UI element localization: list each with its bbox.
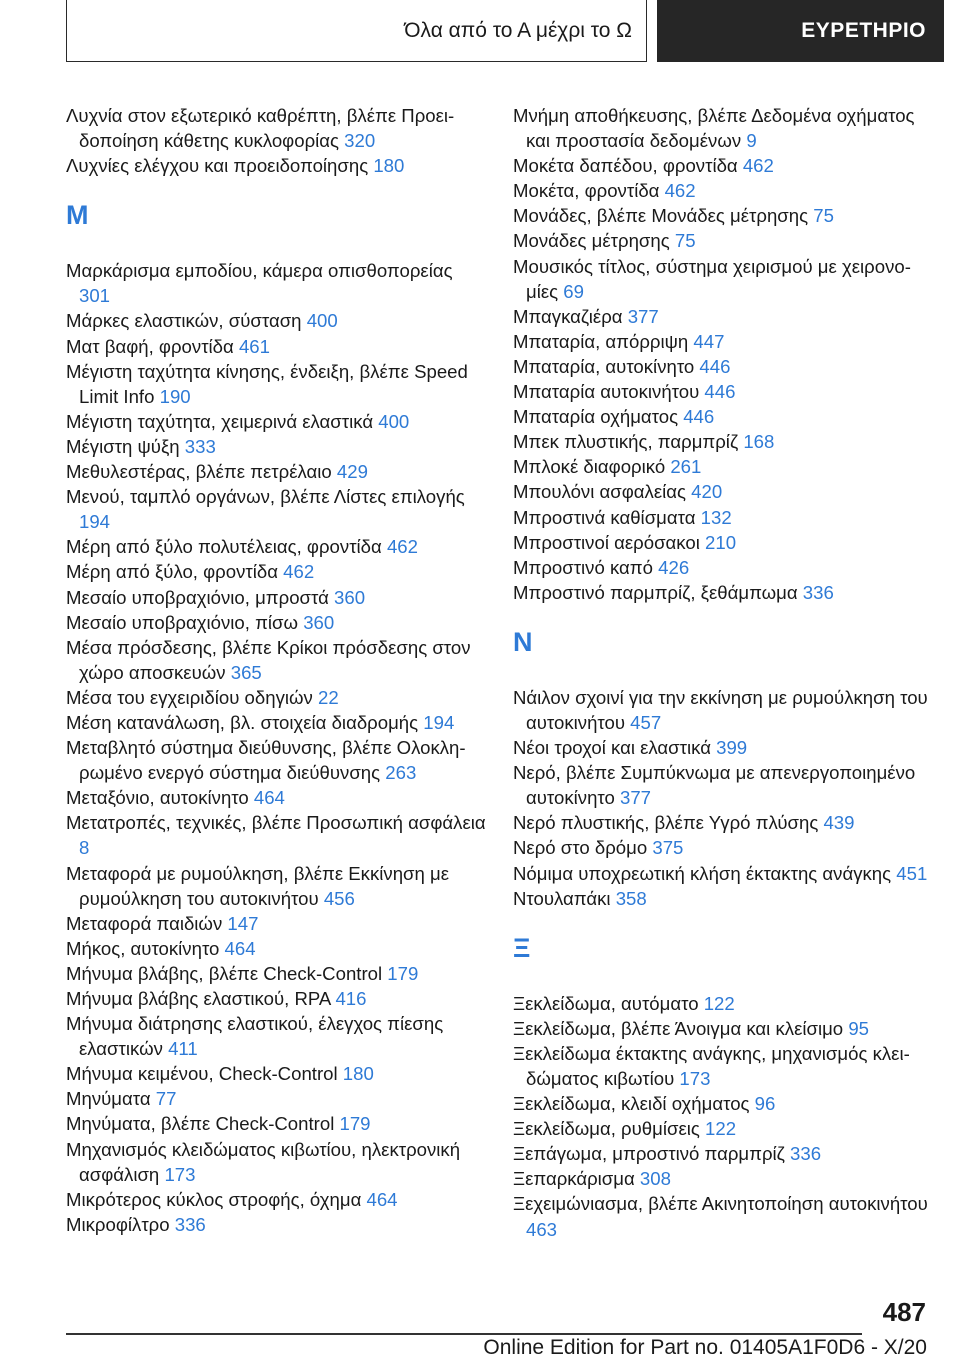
index-entry-text: Ξεκλείδωμα έκτακτης ανάγκης, μηχανισμός κλειδώματος κιβωτίου [513, 1042, 910, 1089]
index-entry [513, 886, 933, 911]
index-entry [66, 785, 486, 810]
index-column-left [66, 103, 486, 1237]
index-entry-text: Μπλοκέ διαφορικό [513, 456, 671, 478]
index-entry-text: Μπεκ πλυστικής, παρμπρίζ [513, 431, 744, 453]
index-entry [513, 1091, 933, 1116]
index-page-link[interactable]: 173 [164, 1163, 196, 1185]
index-entry [513, 735, 933, 760]
index-page-link[interactable]: 456 [323, 887, 355, 909]
index-entry-text: Νερό πλυστικής, βλέπε Υγρό πλύσης [513, 812, 824, 834]
index-page-link[interactable]: 446 [699, 355, 731, 377]
index-entry-text: Μηχανισμός κλειδώματος κιβωτίου, ηλεκτρονική ασφάλιση [66, 1138, 461, 1185]
index-entry-text: Μήνυμα κειμένου, Check-Control [66, 1063, 343, 1085]
index-page-link[interactable]: 426 [658, 556, 690, 578]
index-page-link[interactable]: 420 [691, 481, 723, 503]
index-entry-text: Μεταβλητό σύστημα διεύθυνσης, βλέπε Ολοκληρωμένο ενεργό σύστημα διεύθυνσης [66, 737, 466, 784]
index-entry [513, 861, 933, 886]
index-entry [513, 304, 933, 329]
index-entry-text: Μήκος, αυτοκίνητο [66, 937, 225, 959]
index-page-link[interactable]: 461 [238, 335, 270, 357]
index-page-link[interactable]: 180 [342, 1063, 374, 1085]
index-entry [513, 354, 933, 379]
index-entry [513, 228, 933, 253]
index-entry-text: Μετατροπές, τεχνικές, βλέπε Προσωπική ασφάλεια [66, 812, 486, 834]
index-entry [66, 409, 486, 434]
index-page-link[interactable]: 308 [639, 1168, 671, 1190]
index-entry [66, 635, 486, 685]
index-entry [513, 1191, 933, 1241]
index-page-link[interactable]: 194 [423, 711, 455, 733]
index-entry-text: Μπαταρία οχήματος [513, 406, 684, 428]
index-page-link[interactable]: 464 [366, 1188, 398, 1210]
index-entry [513, 555, 933, 580]
index-entry-text: Μνήμη αποθήκευσης, βλέπε Δεδομένα οχήματος και προστασία δεδομένων [513, 105, 915, 152]
index-entry [513, 254, 933, 304]
index-page-link[interactable]: 462 [386, 536, 418, 558]
index-entry-text: Νερό στο δρόμο [513, 837, 653, 859]
index-entry-text: Μέγιστη ταχύτητα κίνησης, ένδειξη, βλέπε Speed Limit Info [66, 360, 468, 407]
index-entry-text: Ξεκλείδωμα, βλέπε Άνοιγμα και κλείσιμο [513, 1017, 849, 1039]
index-entry [513, 178, 933, 203]
index-entry [513, 1141, 933, 1166]
index-page-link[interactable]: 336 [790, 1143, 822, 1165]
index-entry-text: Μεταξόνιο, αυτοκίνητο [66, 787, 254, 809]
index-entry [66, 1086, 486, 1111]
index-entry-text: Μπαταρία, αυτοκίνητο [513, 355, 700, 377]
index-page-link[interactable]: 462 [742, 155, 774, 177]
index-page-link[interactable]: 377 [627, 305, 659, 327]
index-entry [513, 810, 933, 835]
index-entry [513, 505, 933, 530]
section-title: ΕΥΡΕΤΗΡΙΟ [801, 19, 926, 42]
index-entry-text: Μπουλόνι ασφαλείας [513, 481, 692, 503]
index-entry-text: Ντουλαπάκι [513, 887, 616, 909]
index-page-link[interactable]: 173 [679, 1068, 711, 1089]
index-entry-text: Μέρη από ξύλο, φροντίδα [66, 561, 284, 583]
index-page-link[interactable]: 168 [743, 431, 775, 453]
index-entry-text: Μήνυμα βλάβης, βλέπε Check-Control [66, 962, 388, 984]
index-page-link[interactable]: 462 [664, 180, 696, 202]
index-entry [513, 760, 933, 810]
index-entry-text: Μπαταρία, απόρριψη [513, 330, 694, 352]
index-page-link[interactable]: 147 [227, 912, 259, 934]
index-entry [66, 459, 486, 484]
index-page-link[interactable]: 261 [670, 456, 702, 478]
index-page-link[interactable]: 439 [823, 812, 855, 834]
index-entry-text: Μπροστινοί αερόσακοι [513, 531, 706, 553]
index-entry-text: Μοκέτα δαπέδου, φροντίδα [513, 155, 743, 177]
index-entry [513, 153, 933, 178]
index-entry-text: Μπαταρία αυτοκινήτου [513, 381, 705, 403]
index-entry [66, 334, 486, 359]
index-entry [513, 479, 933, 504]
index-entry [513, 530, 933, 555]
index-page-link[interactable]: 400 [378, 410, 410, 432]
index-entry-text: Ξεκλείδωμα, ρυθμίσεις [513, 1118, 706, 1140]
index-entry-text: Μενού, ταμπλό οργάνων, βλέπε Λίστες επιλογής [66, 486, 465, 508]
index-entry [66, 434, 486, 459]
index-entry [513, 1166, 933, 1191]
index-entry-text: Μπροστινό παρμπρίζ, ξεθάμπωμα [513, 581, 803, 603]
index-entry [66, 1061, 486, 1086]
index-entry [513, 580, 933, 605]
index-letter-heading: Ξ [513, 932, 531, 963]
index-entry [513, 103, 933, 153]
index-entry-text: Μεθυλεστέρας, βλέπε πετρέλαιο [66, 461, 337, 483]
index-entry [513, 835, 933, 860]
index-page-link[interactable]: 210 [705, 531, 737, 553]
index-entry [513, 379, 933, 404]
index-page-link[interactable]: 446 [704, 381, 736, 403]
index-page-link[interactable]: 190 [159, 385, 191, 407]
index-page-link[interactable]: 75 [813, 205, 834, 227]
index-entry-text: Μεταφορά παιδιών [66, 912, 228, 934]
index-entry-text: Νάιλον σχοινί για την εκκίνηση με ρυμούλκηση του αυτοκινήτου [513, 686, 928, 733]
index-entry-text: Μέση κατανάλωση, βλ. στοιχεία διαδρομής [66, 711, 424, 733]
index-entry-text: Ξεκλείδωμα, αυτόματο [513, 992, 704, 1014]
index-page-link[interactable]: 180 [373, 155, 405, 177]
index-entry [66, 986, 486, 1011]
index-entry-text: Μπροστινά καθίσματα [513, 506, 701, 528]
index-page-link[interactable]: 464 [253, 787, 285, 809]
index-page-link[interactable]: 95 [848, 1017, 870, 1039]
index-entry [66, 359, 486, 409]
index-entry-text: Ξεπαρκάρισμα [513, 1168, 640, 1190]
index-entry [513, 429, 933, 454]
index-entry-text: Μέσα πρόσδεσης, βλέπε Κρίκοι πρόσδεσης στον χώρο αποσκευών [66, 636, 471, 683]
index-entry [513, 454, 933, 479]
index-page-link[interactable]: 22 [318, 686, 339, 708]
index-page-link[interactable]: 77 [155, 1088, 177, 1110]
index-page-link[interactable]: 132 [700, 506, 732, 528]
index-entry-text: Ξεκλείδωμα, κλειδί οχήματος [513, 1093, 755, 1115]
index-page-link[interactable]: 8 [79, 837, 90, 859]
index-page-link[interactable]: 400 [306, 310, 338, 332]
index-letter-heading: Μ [66, 200, 89, 231]
index-entry [513, 991, 933, 1016]
index-entry [513, 685, 933, 735]
index-page-link[interactable]: 179 [339, 1113, 371, 1135]
index-page-link[interactable]: 377 [620, 787, 652, 809]
index-entry [66, 1011, 486, 1061]
index-entry [66, 308, 486, 333]
index-entry-text: Ξεχειμώνιασμα, βλέπε Ακινητοποίηση αυτοκινήτου [513, 1193, 928, 1215]
index-page-link[interactable]: 360 [334, 586, 366, 608]
index-entry [66, 861, 486, 911]
index-entry [513, 1041, 933, 1091]
index-entry-text: Ματ βαφή, φροντίδα [66, 335, 239, 357]
index-entry-text: Νερό, βλέπε Συμπύκνωμα με απενεργοποιημένο αυτοκίνητο [513, 762, 916, 809]
index-page-link[interactable]: 96 [754, 1093, 776, 1115]
index-entry-text: Μηνύματα, βλέπε Check-Control [66, 1113, 340, 1135]
index-page-link[interactable]: 463 [526, 1218, 558, 1240]
index-entry [66, 911, 486, 936]
index-entry [66, 936, 486, 961]
index-entry-text: Μοκέτα, φροντίδα [513, 180, 665, 202]
index-entry [513, 203, 933, 228]
index-page-link[interactable]: 464 [224, 937, 256, 959]
index-page-link[interactable]: 122 [703, 992, 735, 1014]
index-entry [513, 1016, 933, 1041]
index-page-link[interactable]: 333 [184, 435, 216, 457]
index-entry [66, 610, 486, 635]
index-page-link[interactable]: 375 [652, 837, 684, 859]
index-entry [66, 559, 486, 584]
index-entry [66, 810, 486, 860]
index-page-link[interactable]: 446 [683, 406, 715, 428]
index-page-link[interactable]: 75 [674, 230, 696, 252]
index-page-link[interactable]: 457 [630, 711, 662, 733]
index-entry-text: Μαρκάρισμα εμποδίου, κάμερα οπισθοπορείας [66, 260, 453, 282]
index-column-right [513, 103, 933, 1242]
index-entry-text: Μικρότερος κύκλος στροφής, όχημα [66, 1188, 367, 1210]
index-entry [66, 585, 486, 610]
index-entry [513, 404, 933, 429]
index-entry [66, 258, 486, 308]
index-page-link[interactable]: 336 [174, 1213, 206, 1235]
index-page-link[interactable]: 179 [387, 962, 419, 984]
index-entry [66, 685, 486, 710]
index-letter-heading: Ν [513, 626, 533, 657]
index-entry [513, 1116, 933, 1141]
index-page-link[interactable]: 122 [705, 1118, 737, 1140]
index-entry-text: Μπροστινό καπό [513, 556, 659, 578]
index-entry-text: Μέσα του εγχειριδίου οδηγιών [66, 686, 318, 708]
index-entry-text: Μεσαίο υποβραχιόνιο, πίσω [66, 611, 304, 633]
index-entry-text: Μέγιστη ταχύτητα, χειμερινά ελαστικά [66, 410, 379, 432]
index-entry [66, 153, 486, 178]
index-page-link[interactable]: 69 [563, 280, 584, 302]
index-entry-text: Μουσικός τίτλος, σύστημα χειρισμού με χειρονομίες [513, 255, 911, 302]
index-entry [513, 329, 933, 354]
section-tab[interactable] [657, 0, 944, 62]
index-entry-text: Μπαγκαζιέρα [513, 305, 628, 327]
index-entry [66, 103, 486, 153]
index-entry-text: Μονάδες, βλέπε Μονάδες μέτρησης [513, 205, 814, 227]
edition-note: Online Edition for Part no. 01405A1F0D6 - X/20 [483, 1336, 927, 1359]
index-page-link[interactable]: 451 [896, 862, 928, 884]
index-entry-text: Μάρκες ελαστικών, σύσταση [66, 310, 307, 332]
index-entry-text: Λυχνία στον εξωτερικό καθρέπτη, βλέπε Προειδοποίηση κάθετης κυκλοφορίας [66, 105, 455, 152]
index-page-link[interactable]: 301 [79, 285, 111, 307]
chapter-title: Όλα από το Α μέχρι το Ω [404, 18, 632, 42]
index-entry-text: Νέοι τροχοί και ελαστικά [513, 737, 717, 759]
index-page-link[interactable]: 336 [802, 581, 834, 603]
index-page-link[interactable]: 429 [336, 461, 368, 483]
index-page-link[interactable]: 416 [335, 988, 367, 1009]
page-number: 487 [882, 1297, 926, 1327]
index-entry-text: Μικροφίλτρο [66, 1213, 175, 1235]
index-page-link[interactable]: 411 [168, 1038, 198, 1060]
index-page-link[interactable]: 365 [230, 661, 262, 683]
index-page-link[interactable]: 358 [615, 887, 647, 909]
index-page-link[interactable]: 194 [79, 511, 111, 533]
index-page-link[interactable]: 447 [693, 330, 725, 352]
index-entry [66, 961, 486, 986]
index-entry [66, 735, 486, 785]
index-entry [66, 534, 486, 559]
index-entry-text: Μήνυμα βλάβης ελαστικού, RPA [66, 988, 336, 1009]
index-entry [66, 1137, 486, 1187]
index-entry-text: Μεσαίο υποβραχιόνιο, μπροστά [66, 586, 335, 608]
index-entry-text: Μηνύματα [66, 1088, 156, 1110]
index-entry-text: Λυχνίες ελέγχου και προειδοποίησης [66, 155, 374, 177]
index-page-link[interactable]: 263 [385, 762, 417, 784]
index-entry [66, 710, 486, 735]
index-entry-text: Μέγιστη ψύξη [66, 435, 185, 457]
index-entry-text: Μονάδες μέτρησης [513, 230, 675, 252]
index-page-link[interactable]: 462 [283, 561, 315, 583]
index-entry-text: Νόμιμα υποχρεωτική κλήση έκτακτης ανάγκης [513, 862, 897, 884]
index-page-link[interactable]: 360 [303, 611, 335, 633]
index-page-link[interactable]: 320 [344, 130, 376, 152]
index-entry-text: Μέρη από ξύλο πολυτέλειας, φροντίδα [66, 536, 387, 558]
index-entry [66, 1212, 486, 1237]
index-entry [66, 1111, 486, 1136]
index-page-link[interactable]: 9 [746, 130, 757, 152]
chapter-title-tab [66, 0, 647, 62]
index-entry-text: Μεταφορά με ρυμούλκηση, βλέπε Εκκίνηση με ρυμούλκηση του αυτοκινήτου [66, 862, 450, 909]
index-page-link[interactable]: 399 [716, 737, 748, 759]
index-entry-text: Μήνυμα διάτρησης ελαστικού, έλεγχος πίεσης ελαστικών [66, 1013, 444, 1060]
index-entry [66, 1187, 486, 1212]
index-entry [66, 484, 486, 534]
index-entry-text: Ξεπάγωμα, μπροστινό παρμπρίζ [513, 1143, 791, 1165]
